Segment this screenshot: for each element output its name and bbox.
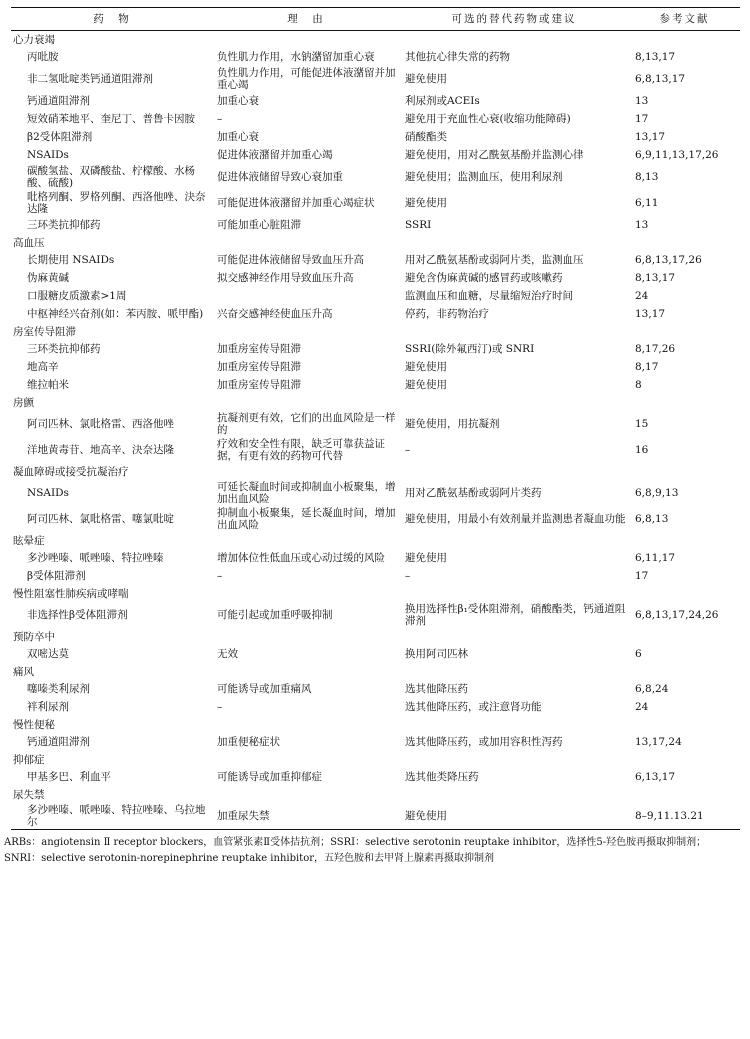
reason-cell: 加重便秘症状 xyxy=(217,736,280,748)
alternative-cell: SSRI xyxy=(405,219,432,231)
reason-cell: 促进体液储留导致心衰加重 xyxy=(217,171,343,183)
alternative-cell: 避免使用 xyxy=(405,197,447,209)
reason-cell: 无效 xyxy=(217,648,238,660)
drug-cell: 中枢神经兴奋剂(如：苯丙胺、哌甲酯) xyxy=(27,308,204,320)
reason-cell: 抑制血小板聚集，延长凝血时间，增加出血风险 xyxy=(217,507,396,531)
table-row xyxy=(11,437,740,463)
alternative-cell: 选其他降压药，或注意肾功能 xyxy=(405,701,542,713)
reason-cell: 可延长凝血时间或抑制血小板聚集，增加出血风险 xyxy=(217,481,396,505)
reason-cell: – xyxy=(217,701,223,713)
table-row xyxy=(11,733,740,751)
alternative-cell: 监测血压和血糖，尽量缩短治疗时间 xyxy=(405,290,573,302)
references-cell: 6 xyxy=(635,648,642,660)
table-row xyxy=(11,549,740,567)
references-cell: 17 xyxy=(635,113,649,125)
category-label: 房颤 xyxy=(13,396,34,409)
references-cell: 13 xyxy=(635,219,649,231)
category-label: 预防卒中 xyxy=(13,630,55,643)
drug-cell: 钙通道阻滞剂 xyxy=(27,95,90,107)
reason-cell: 可能促进体液潴留并加重心竭症状 xyxy=(217,197,375,209)
reason-cell xyxy=(213,287,399,305)
references-cell: 6,8,9,13 xyxy=(635,487,679,499)
footnote-abbreviations: ARBs：angiotensin Ⅱ receptor blockers，血管紧张素Ⅱ受体拮抗剂；SSRI：selective serotonin reuptake inhibitor，选择性5-羟色胺再摄取抑制剂； xyxy=(4,837,707,848)
alternative-cell: 避免用于充血性心衰(收缩功能障碍) xyxy=(405,113,571,125)
alternative-cell: 用对乙酰氨基酚或弱阿片类，监测血压 xyxy=(405,254,584,266)
drug-cell: 三环类抗抑郁药 xyxy=(27,343,101,355)
category-label: 慢性便秘 xyxy=(13,718,55,731)
drug-table xyxy=(11,7,740,830)
drug-cell: 甲基多巴、利血平 xyxy=(27,771,111,783)
table-row xyxy=(11,92,740,110)
table-row xyxy=(11,216,740,234)
reason-cell: 可能加重心脏阻滞 xyxy=(217,219,301,231)
category-row xyxy=(11,716,740,733)
table-row xyxy=(11,803,740,830)
table-row xyxy=(11,645,740,663)
reason-cell: 加重房室传导阻滞 xyxy=(217,361,301,373)
table-row xyxy=(11,602,740,628)
category-row xyxy=(11,394,740,411)
references-cell: 13,17 xyxy=(635,131,666,143)
category-label: 慢性阻塞性肺疾病或哮喘 xyxy=(13,587,129,600)
drug-cell: 钙通道阻滞剂 xyxy=(27,736,90,748)
alternative-cell: 硝酸酯类 xyxy=(405,131,447,143)
alternative-cell: 选其他降压药 xyxy=(405,683,468,695)
table-row xyxy=(11,340,740,358)
references-cell: 24 xyxy=(635,701,649,713)
category-label: 凝血障碍或接受抗凝治疗 xyxy=(13,465,129,478)
reason-cell: 加重尿失禁 xyxy=(213,803,399,830)
reason-cell: 负性肌力作用，可能促进体液潴留并加重心竭 xyxy=(217,67,396,91)
category-row xyxy=(11,663,740,680)
drug-cell: 伪麻黄碱 xyxy=(27,272,69,284)
category-row xyxy=(11,532,740,549)
reason-cell: – xyxy=(217,570,223,582)
alternative-cell: 避免使用 xyxy=(405,552,447,564)
alternative-cell: 停药，非药物治疗 xyxy=(405,308,489,320)
alternative-cell: 避免使用 xyxy=(405,73,447,85)
alternative-cell: 换用阿司匹林 xyxy=(405,648,468,660)
category-row xyxy=(11,323,740,340)
column-header-references: 参考文献 xyxy=(629,8,740,31)
table-row xyxy=(11,411,740,437)
alternative-cell: 利尿剂或ACEIs xyxy=(405,95,480,107)
reason-cell: 抗凝剂更有效，它们的出血风险是一样的 xyxy=(217,412,396,436)
references-cell: 8 xyxy=(635,379,642,391)
references-cell: 6,8,13,17 xyxy=(635,73,686,85)
table-row xyxy=(11,358,740,376)
alternative-cell: 换用选择性β₁受体阻滞剂，硝酸酯类，钙通道阻滞剂 xyxy=(405,603,626,627)
reason-cell: 可能诱导或加重痛风 xyxy=(217,683,312,695)
alternative-cell: 避免使用 xyxy=(399,803,629,830)
drug-cell: 噻嗪类利尿剂 xyxy=(27,683,90,695)
references-cell: 13,17,24 xyxy=(635,736,682,748)
category-label: 房室传导阻滞 xyxy=(13,325,76,338)
footnote-abbreviations-continued: SNRI：selective serotonin-norepinephrine reuptake inhibitor，五羟色胺和去甲肾上腺素再摄取抑制剂 xyxy=(4,853,495,864)
category-label: 尿失禁 xyxy=(13,788,45,801)
column-header-alternative: 可选的替代药物或建议 xyxy=(399,8,629,31)
reason-cell: 疗效和安全性有限，缺乏可靠获益证据，有更有效的药物可代替 xyxy=(217,438,385,462)
drug-cell: 短效硝苯地平、奎尼丁、普鲁卡因胺 xyxy=(27,113,195,125)
reason-cell: 加重心衰 xyxy=(217,95,259,107)
reason-cell: 拟交感神经作用导致血压升高 xyxy=(217,272,354,284)
column-header-reason: 理 由 xyxy=(213,8,399,31)
category-row xyxy=(11,786,740,803)
alternative-cell: – xyxy=(405,444,411,456)
reason-cell: 可能促进体液储留导致血压升高 xyxy=(217,254,364,266)
table-row xyxy=(11,567,740,585)
references-cell: 16 xyxy=(635,444,649,456)
reason-cell: 加重心衰 xyxy=(217,131,259,143)
drug-cell: 多沙唑嗪、哌唑嗪、特拉唑嗪 xyxy=(27,552,164,564)
alternative-cell: 其他抗心律失常的药物 xyxy=(405,51,510,63)
table-row xyxy=(11,269,740,287)
reason-cell: – xyxy=(217,113,223,125)
drug-cell: NSAIDs xyxy=(27,149,69,161)
reason-cell: 加重房室传导阻滞 xyxy=(217,343,301,355)
alternative-cell: – xyxy=(405,570,411,582)
alternative-cell: 用对乙酰氨基酚或弱阿片类药 xyxy=(405,487,542,499)
references-cell: 8,13 xyxy=(635,171,659,183)
references-cell: 13,17 xyxy=(635,308,666,320)
references-cell: 24 xyxy=(635,290,649,302)
table-row xyxy=(11,164,740,190)
category-row xyxy=(11,628,740,645)
reason-cell: 加重房室传导阻滞 xyxy=(217,379,301,391)
references-cell: 6,8,13,17,24,26 xyxy=(635,609,719,621)
table-row xyxy=(11,251,740,269)
category-label: 高血压 xyxy=(13,236,45,249)
drug-cell: 地高辛 xyxy=(27,361,59,373)
references-cell: 8,13,17 xyxy=(635,272,676,284)
reason-cell: 兴奋交感神经使血压升高 xyxy=(217,308,333,320)
table-row xyxy=(11,190,740,216)
references-cell: 8,13,17 xyxy=(635,51,676,63)
table-row xyxy=(11,287,740,305)
drug-cell: 长期使用 NSAIDs xyxy=(27,254,115,266)
alternative-cell: 避免使用 xyxy=(405,379,447,391)
references-cell: 6,11,17 xyxy=(635,552,676,564)
drug-cell: 非选择性β受体阻滞剂 xyxy=(27,609,128,621)
table-row xyxy=(11,480,740,506)
column-header-drug: 药 物 xyxy=(11,8,213,31)
reason-cell: 增加体位性低血压或心动过缓的风险 xyxy=(217,552,385,564)
table-row xyxy=(11,48,740,66)
references-cell: 6,9,11,13,17,26 xyxy=(635,149,719,161)
table-header-row xyxy=(11,8,740,31)
drug-cell: β2受体阻滞剂 xyxy=(27,131,93,143)
category-row xyxy=(11,585,740,602)
category-label: 抑郁症 xyxy=(13,753,45,766)
references-cell: 6,13,17 xyxy=(635,771,676,783)
alternative-cell: SSRI(除外氟西汀)或 SNRI xyxy=(405,343,535,355)
category-row xyxy=(11,234,740,251)
references-cell: 17 xyxy=(635,570,649,582)
reason-cell: 促进体液潴留并加重心竭 xyxy=(217,149,333,161)
category-row xyxy=(11,31,740,49)
reason-cell: 可能诱导或加重抑郁症 xyxy=(217,771,322,783)
drug-cell: 三环类抗抑郁药 xyxy=(27,219,101,231)
table-body xyxy=(11,31,740,830)
alternative-cell: 避免使用，用最小有效剂量并监测患者凝血功能 xyxy=(405,513,626,525)
references-cell: 6,8,24 xyxy=(635,683,669,695)
drug-cell: NSAIDs xyxy=(27,487,69,499)
drug-cell: 口服糖皮质激素>1周 xyxy=(27,290,127,302)
table-row xyxy=(11,66,740,92)
references-cell: 8,17,26 xyxy=(635,343,676,355)
category-label: 痛风 xyxy=(13,665,34,678)
drug-cell: 多沙唑嗪、哌唑嗪、特拉唑嗪、乌拉地尔 xyxy=(11,803,213,830)
table-row xyxy=(11,146,740,164)
alternative-cell: 避免使用；监测血压，使用利尿剂 xyxy=(405,171,563,183)
alternative-cell: 避免使用，用抗凝剂 xyxy=(405,418,500,430)
category-row xyxy=(11,751,740,768)
drug-cell: 非二氢吡啶类钙通道阻滞剂 xyxy=(27,73,153,85)
alternative-cell: 避免使用，用对乙酰氨基酚并监测心律 xyxy=(405,149,584,161)
drug-cell: 阿司匹林、氯吡格雷、西洛他唑 xyxy=(27,418,174,430)
drug-cell: β受体阻滞剂 xyxy=(27,570,86,582)
reason-cell: 可能引起或加重呼吸抑制 xyxy=(217,609,333,621)
category-row xyxy=(11,463,740,480)
references-cell: 6,11 xyxy=(635,197,659,209)
category-label: 眩晕症 xyxy=(13,534,45,547)
table-row xyxy=(11,305,740,323)
alternative-cell: 避免使用 xyxy=(405,361,447,373)
drug-cell: 吡格列酮、罗格列酮、西洛他唑、決奈达隆 xyxy=(27,191,206,215)
drug-cell: 双嘧达莫 xyxy=(27,648,69,660)
drug-cell: 维拉帕米 xyxy=(27,379,69,391)
table-row xyxy=(11,128,740,146)
table-row xyxy=(11,698,740,716)
references-cell: 6,8,13 xyxy=(635,513,669,525)
drug-cell: 阿司匹林、氯吡格雷、噻氯吡啶 xyxy=(27,513,174,525)
drug-cell: 袢利尿剂 xyxy=(27,701,69,713)
table-row xyxy=(11,376,740,394)
table-row xyxy=(11,680,740,698)
references-cell: 13 xyxy=(635,95,649,107)
alternative-cell: 选其他降压药，或加用容积性泻药 xyxy=(405,736,563,748)
category-label: 心力衰竭 xyxy=(13,33,55,46)
references-cell: 6,8,13,17,26 xyxy=(635,254,702,266)
references-cell: 8,17 xyxy=(635,361,659,373)
table-row xyxy=(11,768,740,786)
reason-cell: 负性肌力作用，水钠潴留加重心衰 xyxy=(217,51,375,63)
drug-cell: 碳酸氢盐、双磷酸盐、柠檬酸、水杨酸、硫酸) xyxy=(27,165,195,189)
table-row xyxy=(11,110,740,128)
alternative-cell: 避免含伪麻黄碱的感冒药或咳嗽药 xyxy=(405,272,563,284)
drug-cell: 洋地黄毒苷、地高辛、決奈达隆 xyxy=(27,444,174,456)
references-cell: 8–9,11.13.21 xyxy=(629,803,740,830)
alternative-cell: 选其他类降压药 xyxy=(405,771,479,783)
references-cell: 15 xyxy=(635,418,649,430)
table-row xyxy=(11,506,740,532)
drug-cell: 丙吡胺 xyxy=(27,51,59,63)
